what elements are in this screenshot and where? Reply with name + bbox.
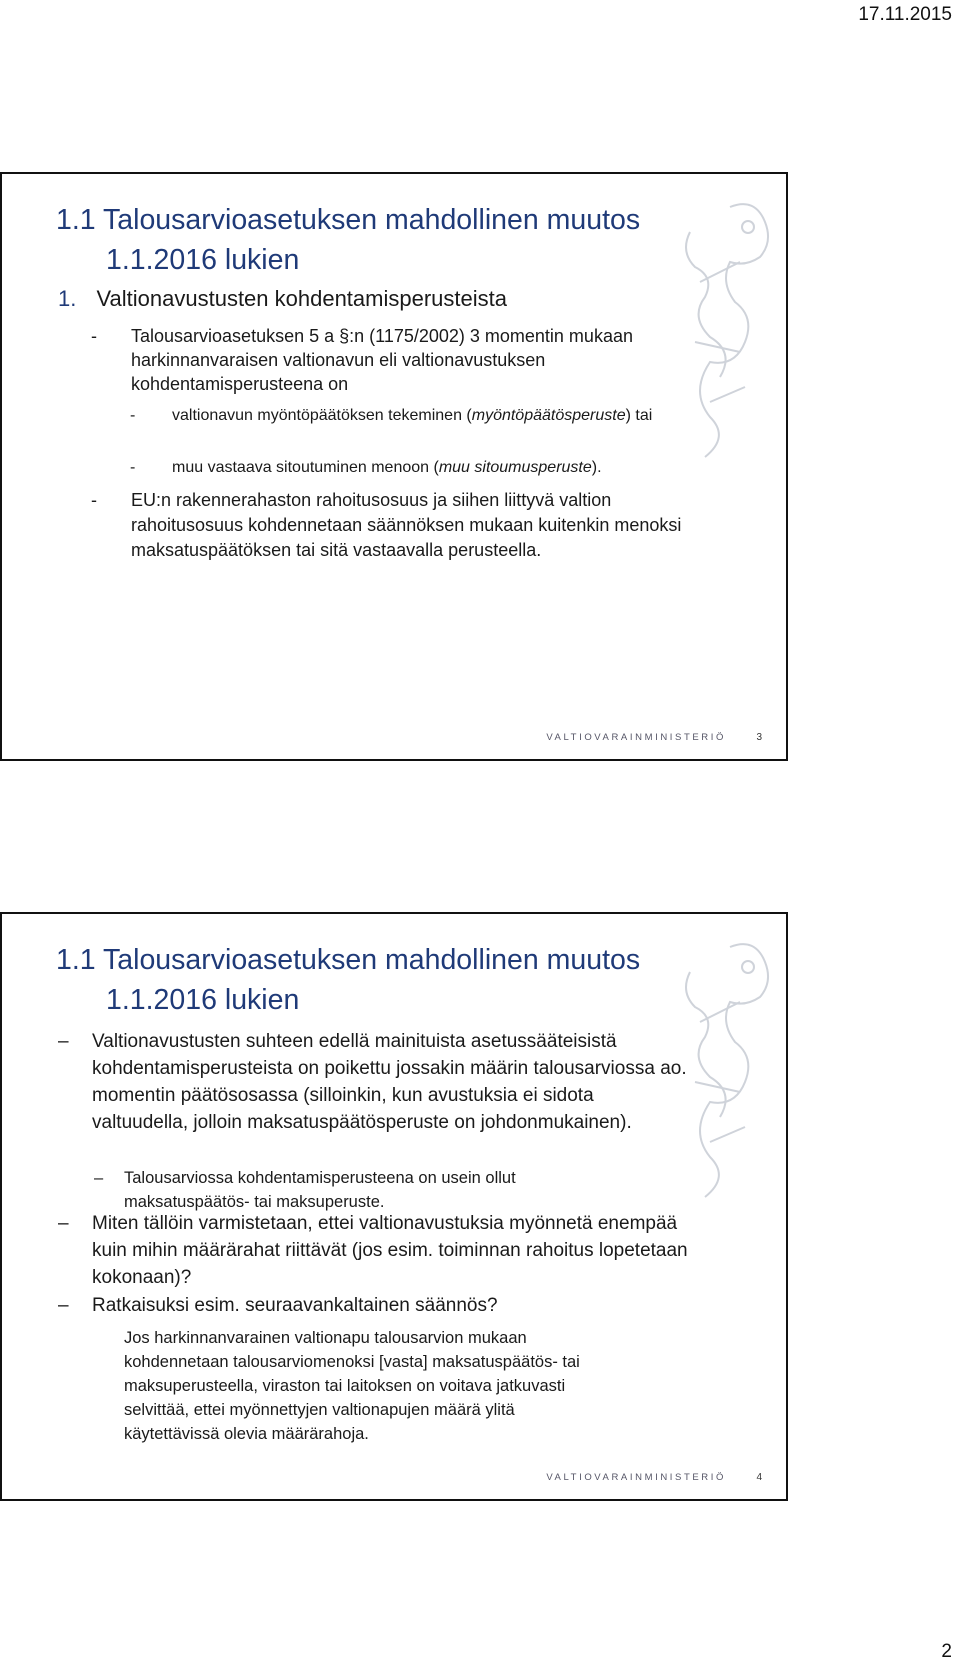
- title-line-2: 1.1.2016 lukien: [106, 984, 300, 1016]
- sub-list-item: [130, 404, 706, 428]
- italic-term: myöntöpäätösperuste: [471, 407, 626, 424]
- quote-paragraph: Jos harkinnanvarainen valtionapu talousarvion mukaan kohdennetaan talousarviomenoksi [vasta] maksatuspäätös- tai maksuperusteella, viraston tai laitoksen on voitava jatkuvasti selvittää, ettei myönnettyjen valtionapujen määrä ylitä käytettävissä olevia määrärahoja.: [124, 1329, 580, 1443]
- ministry-logo-text: VALTIOVARAINMINISTERIÖ: [546, 732, 726, 743]
- text-part: valtionavun myöntöpäätöksen tekeminen (: [172, 407, 472, 424]
- list-item-text: Ratkaisuksi esim. seuraavankaltainen säännös?: [92, 1295, 498, 1316]
- slide-3: [0, 172, 788, 761]
- list-item: [58, 1292, 691, 1319]
- dash-bullet: –: [58, 1295, 69, 1316]
- title-line-1: 1.1 Talousarvioasetuksen mahdollinen muutos: [56, 944, 641, 976]
- text-part: ) tai: [625, 407, 653, 424]
- list-item-text: Miten tällöin varmistetaan, ettei valtionavustuksia myönnetä enempää kuin mihin määrärahat riittävät (jos esim. toiminnan rahoitus lopetetaan kokonaan)?: [92, 1213, 688, 1288]
- list-item: [58, 1028, 691, 1136]
- list-item: [58, 1210, 691, 1291]
- dash-bullet: -: [130, 459, 136, 476]
- dash-bullet: -: [91, 490, 97, 510]
- page-date: 17.11.2015: [858, 4, 952, 25]
- slide-number: 4: [756, 1472, 762, 1483]
- sub-list-item: [130, 456, 706, 480]
- text-part: ).: [591, 459, 602, 476]
- italic-term: muu sitoumusperuste: [438, 459, 592, 476]
- list-item-text: EU:n rakennerahaston rahoitusosuus ja siihen liittyvä valtion rahoitusosuus kohdennetaan säännöksen mukaan kuitenkin menoksi maksatuspäätöksen tai sitä vastaavalla perusteella.: [131, 490, 682, 560]
- section-number: 1.: [58, 286, 77, 311]
- dash-bullet: -: [91, 326, 97, 346]
- sub-list-item-text: [172, 404, 706, 428]
- sub-list-item-text: [172, 456, 706, 480]
- dash-bullet: –: [94, 1169, 104, 1187]
- title-line-1: 1.1 Talousarvioasetuksen mahdollinen muutos: [56, 204, 641, 236]
- slide-number: 3: [756, 732, 762, 743]
- ministry-logo-text: VALTIOVARAINMINISTERIÖ: [546, 1472, 726, 1483]
- slide-title: [56, 940, 640, 1020]
- sub-list-item: [94, 1166, 636, 1214]
- title-line-2: 1.1.2016 lukien: [106, 244, 300, 276]
- dash-bullet: –: [58, 1031, 69, 1052]
- sub-list-item-text: Talousarviossa kohdentamisperusteena on usein ollut maksatuspäätös- tai maksuperuste.: [124, 1169, 516, 1211]
- dash-bullet: -: [130, 407, 136, 424]
- section-heading-text: Valtionavustusten kohdentamisperusteista: [96, 286, 507, 311]
- section-heading: [58, 286, 776, 312]
- dash-bullet: –: [58, 1213, 69, 1234]
- list-item-text: Talousarvioasetuksen 5 a §:n (1175/2002) 3 momentin mukaan harkinnanvaraisen valtionavun eli valtionavustuksen kohdentamisperusteena on: [131, 326, 633, 394]
- list-item-text: Valtionavustusten suhteen edellä mainituista asetussääteisistä kohdentamisperusteista on poikettu jossakin määrin talousarviossa ao. momentin päätösosassa (silloinkin, kun avustuksia ei sidota valtuudella, jolloin maksatuspäätösperuste on johdonmukainen).: [92, 1031, 687, 1133]
- slide-title: [56, 200, 640, 280]
- list-item: [91, 488, 726, 563]
- list-item: [91, 324, 726, 396]
- page-number: 2: [941, 1641, 952, 1662]
- slide-4: [0, 912, 788, 1501]
- text-part: muu vastaava sitoutuminen menoon (: [172, 459, 439, 476]
